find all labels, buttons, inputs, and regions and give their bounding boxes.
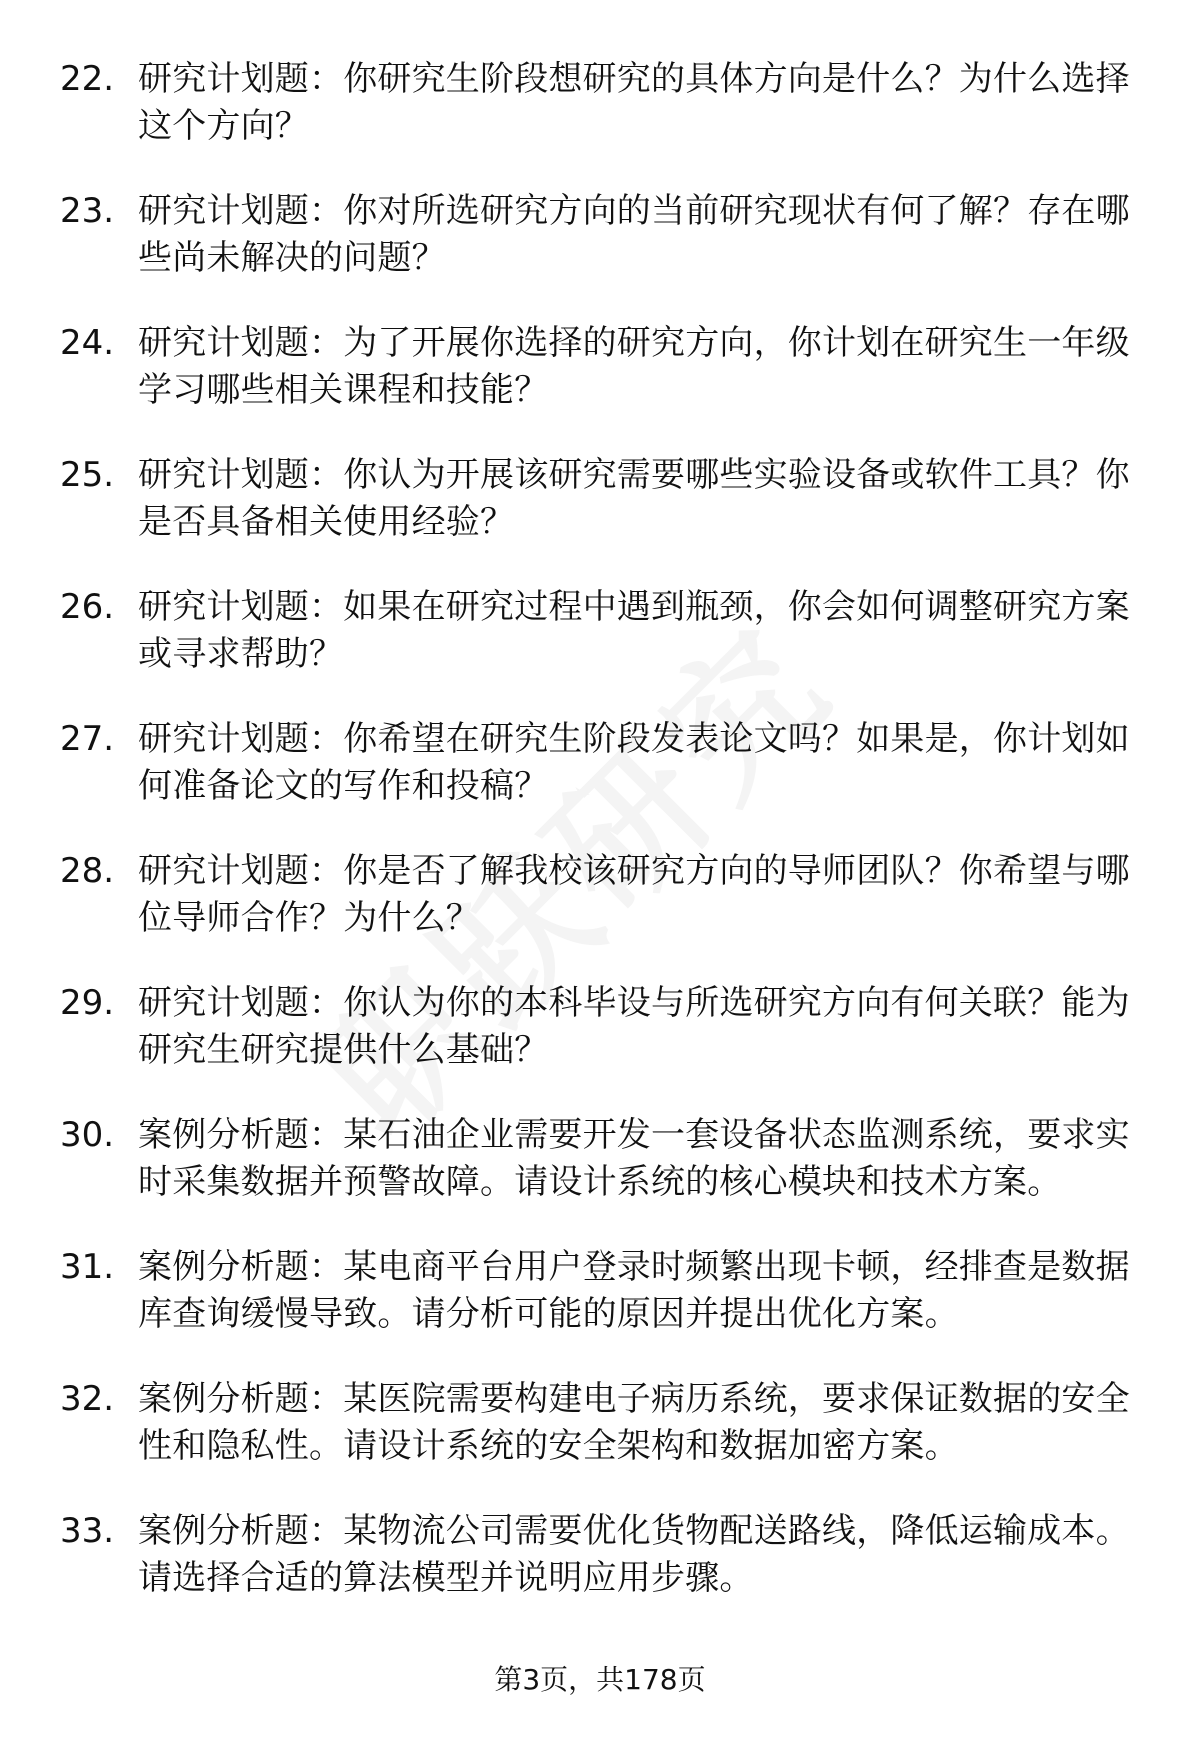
question-number: 31. [60, 1247, 115, 1287]
question-number: 27. [60, 719, 115, 759]
question-text: 研究计划题：你认为你的本科毕设与所选研究方向有何关联？能为研究生研究提供什么基础？ [138, 983, 1130, 1070]
question-text: 案例分析题：某医院需要构建电子病历系统，要求保证数据的安全性和隐私性。请设计系统的安全架构和数据加密方案。 [138, 1379, 1130, 1466]
question-item [60, 320, 1140, 452]
question-number: 30. [60, 1115, 115, 1155]
question-number: 28. [60, 851, 115, 891]
question-text: 案例分析题：某物流公司需要优化货物配送路线，降低运输成本。请选择合适的算法模型并说明应用步骤。 [138, 1511, 1130, 1598]
question-number: 24. [60, 323, 115, 363]
question-item [60, 980, 1140, 1112]
question-text: 案例分析题：某石油企业需要开发一套设备状态监测系统，要求实时采集数据并预警故障。请设计系统的核心模块和技术方案。 [138, 1115, 1130, 1202]
question-number: 33. [60, 1511, 115, 1551]
question-text: 研究计划题：你研究生阶段想研究的具体方向是什么？为什么选择这个方向？ [138, 59, 1130, 146]
page-number-label: 第3页，共178页 [494, 1663, 706, 1696]
question-item [60, 1244, 1140, 1376]
question-text: 研究计划题：如果在研究过程中遇到瓶颈，你会如何调整研究方案或寻求帮助？ [138, 587, 1130, 674]
question-number: 29. [60, 983, 115, 1023]
question-number: 22. [60, 59, 115, 99]
page-footer [0, 1660, 1200, 1700]
question-text: 研究计划题：你希望在研究生阶段发表论文吗？如果是，你计划如何准备论文的写作和投稿？ [138, 719, 1130, 806]
question-item [60, 716, 1140, 848]
question-text: 案例分析题：某电商平台用户登录时频繁出现卡顿，经排查是数据库查询缓慢导致。请分析可能的原因并提出优化方案。 [138, 1247, 1130, 1334]
question-number: 32. [60, 1379, 115, 1419]
question-item [60, 1112, 1140, 1244]
question-item [60, 1508, 1140, 1640]
question-text: 研究计划题：你认为开展该研究需要哪些实验设备或软件工具？你是否具备相关使用经验？ [138, 455, 1130, 542]
question-list [60, 56, 1140, 1640]
question-number: 23. [60, 191, 115, 231]
question-number: 26. [60, 587, 115, 627]
question-item [60, 848, 1140, 980]
question-text: 研究计划题：你对所选研究方向的当前研究现状有何了解？存在哪些尚未解决的问题？ [138, 191, 1130, 278]
question-item [60, 188, 1140, 320]
question-item [60, 452, 1140, 584]
question-item [60, 1376, 1140, 1508]
question-item [60, 584, 1140, 716]
question-item [60, 56, 1140, 188]
question-text: 研究计划题：你是否了解我校该研究方向的导师团队？你希望与哪位导师合作？为什么？ [138, 851, 1130, 938]
question-number: 25. [60, 455, 115, 495]
question-text: 研究计划题：为了开展你选择的研究方向，你计划在研究生一年级学习哪些相关课程和技能？ [138, 323, 1130, 410]
